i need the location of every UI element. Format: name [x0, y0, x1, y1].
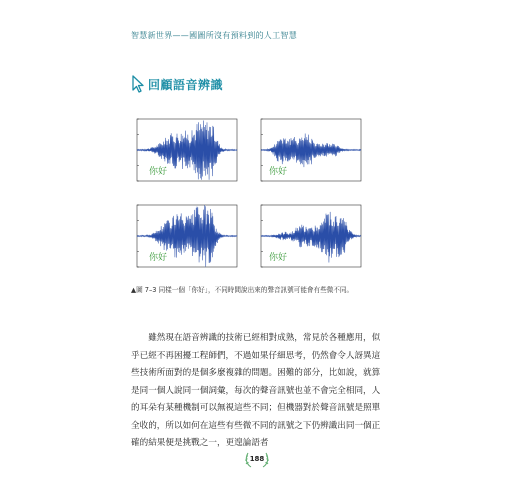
waveform-label: 你好: [149, 253, 168, 263]
waveform-plot: [131, 201, 243, 273]
figure-caption: [131, 284, 353, 294]
page-number: 188: [249, 455, 265, 463]
waveform-panel-1: [131, 115, 243, 187]
waveform-panel-4: [255, 201, 367, 273]
paragraph: 雖然現在語音辨識的技術已經相對成熟，常見於各種應用，似乎已經不再困擾工程師們，不過如果仔細思考，仍然會令人訝異這些技術所面對的是個多麼複雜的問題。困難的部分，比如說，就算是同一個人說同一個詞彙，每次的聲音訊號也並不會完全相同，人的耳朵有某種機制可以無視這些不同；但機器對於聲音訊號是照單全收的，所以如何在這些有些微不同的訊號之下仍辨識出同一個正確的結果便是挑戰之一，更遑論語者: [131, 333, 381, 448]
waveform-label: 你好: [149, 167, 168, 177]
waveform-label: 你好: [269, 253, 288, 263]
cursor-arrow-icon: [131, 75, 145, 93]
waveform-label: 你好: [269, 167, 288, 177]
figure-number: ▲圖 7–3: [131, 286, 157, 294]
waveform-plot: [131, 115, 243, 187]
running-header: 智慧新世界——國圖所沒有預料到的人工智慧: [131, 31, 297, 40]
waveform-signal: [261, 134, 361, 168]
page-number-badge: [244, 451, 270, 469]
body-text: [131, 330, 386, 453]
section-heading: [131, 75, 223, 93]
waveform-panel-3: [131, 201, 243, 273]
figure-caption-text: 同樣一個「你好」，不同時間說出來的聲音訊號可能會有些微不同。: [158, 286, 354, 294]
waveform-panel-2: [255, 115, 367, 187]
waveform-figure: [131, 115, 381, 281]
section-title: 回顧語音辨識: [148, 77, 224, 92]
